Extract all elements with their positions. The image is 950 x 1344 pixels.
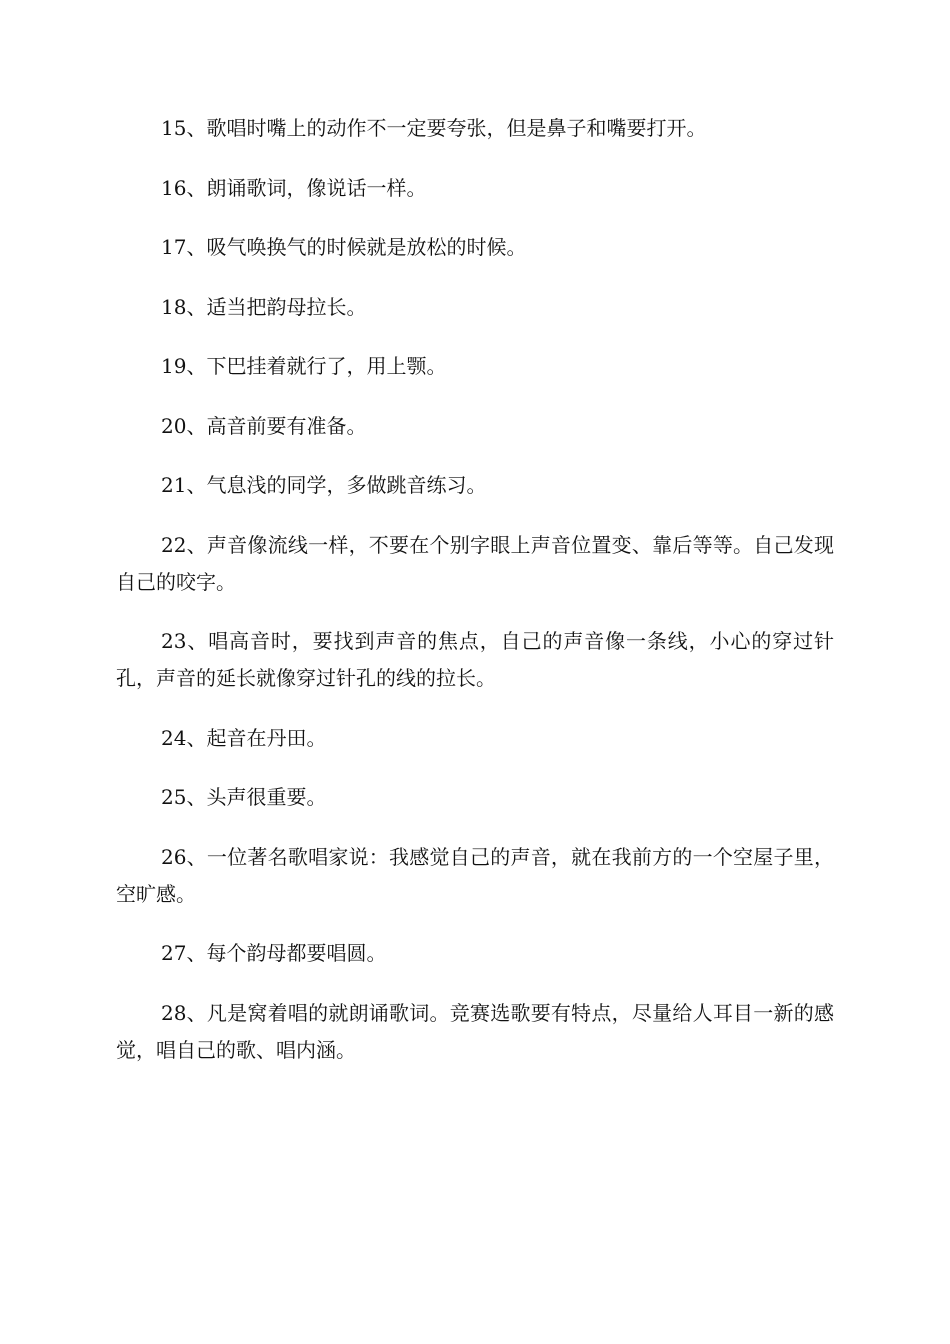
paragraph-26: 26、一位著名歌唱家说：我感觉自己的声音，就在我前方的一个空屋子里，空旷感。 — [116, 844, 834, 906]
paragraph-27: 27、每个韵母都要唱圆。 — [161, 941, 387, 965]
paragraph-28: 28、凡是窝着唱的就朗诵歌词。竞赛选歌要有特点，尽量给人耳目一新的感觉，唱自己的歌、唱内涵。 — [116, 1000, 834, 1062]
paragraph-25: 25、头声很重要。 — [161, 785, 327, 809]
paragraph-23: 23、唱高音时，要找到声音的焦点，自己的声音像一条线，小心的穿过针孔，声音的延长就像穿过针孔的线的拉长。 — [116, 629, 834, 690]
paragraph-19: 19、下巴挂着就行了，用上颚。 — [161, 354, 447, 378]
paragraph-21: 21、气息浅的同学，多做跳音练习。 — [161, 473, 487, 497]
paragraph-18: 18、适当把韵母拉长。 — [161, 294, 367, 319]
paragraph-15: 15、歌唱时嘴上的动作不一定要夸张，但是鼻子和嘴要打开。 — [161, 116, 707, 140]
paragraph-24: 24、起音在丹田。 — [161, 725, 327, 750]
paragraph-22: 22、声音像流线一样，不要在个别字眼上声音位置变、靠后等等。自己发现自己的咬字。 — [116, 532, 834, 594]
paragraph-16: 16、朗诵歌词，像说话一样。 — [161, 175, 427, 200]
document-body — [116, 110, 834, 1091]
paragraph-20: 20、高音前要有准备。 — [161, 413, 367, 438]
paragraph-17: 17、吸气唤换气的时候就是放松的时候。 — [161, 235, 527, 259]
